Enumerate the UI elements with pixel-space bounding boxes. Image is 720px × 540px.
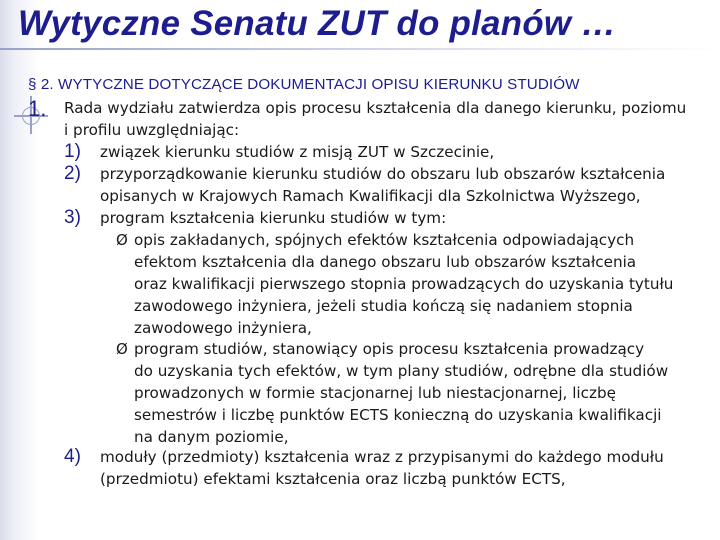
bullet-text-line: efektom kształcenia dla danego obszaru lub obszarów kształcenia [134,253,637,271]
subitem-text-line: program kształcenia kierunku studiów w tym: [100,209,447,227]
subitem-text-line: (przedmiotu) efektami kształcenia oraz liczbą punktów ECTS, [100,470,566,488]
bullet-text-line: zawodowego inżyniera, jeżeli studia kończą się nadaniem stopnia [134,297,633,315]
subitem-number: 1) [64,141,81,162]
subitem-number: 3) [64,207,81,228]
subitem-text-line: związek kierunku studiów z misją ZUT w Szczecinie, [100,143,495,161]
point-text-line: i profilu uwzględniając: [64,121,240,139]
subitem-text-line: moduły (przedmioty) kształcenia wraz z przypisanymi do każdego modułu [100,448,664,466]
subitem-text-line: opisanych w Krajowych Ramach Kwalifikacji dla Szkolnictwa Wyższego, [100,187,641,205]
section-heading: § 2. WYTYCZNE DOTYCZĄCE DOKUMENTACJI OPISU KIERUNKU STUDIÓW [28,76,580,93]
bullet-text-line: oraz kwalifikacji pierwszego stopnia prowadzących do uzyskania tytułu [134,275,674,293]
bullet-text-line: opis zakładanych, spójnych efektów kształcenia odpowiadających [134,231,635,249]
arrow-bullet-icon: Ø [116,231,128,249]
slide-title: Wytyczne Senatu ZUT do planów … [18,4,617,43]
bullet-text-line: prowadzonych w formie stacjonarnej lub niestacjonarnej, liczbę [134,384,616,402]
bullet-text-line: zawodowego inżyniera, [134,319,312,337]
subitem-text-line: przyporządkowanie kierunku studiów do obszaru lub obszarów kształcenia [100,165,666,183]
point-text-line: Rada wydziału zatwierdza opis procesu kształcenia dla danego kierunku, poziomu [64,99,687,117]
point-number: 1. [28,96,47,121]
subitem-number: 2) [64,163,81,184]
subitem-number: 4) [64,446,81,467]
bullet-text-line: na danym poziomie, [134,428,289,446]
bullet-text-line: semestrów i liczbę punktów ECTS konieczną do uzyskania kwalifikacji [134,406,662,424]
bullet-text-line: program studiów, stanowiący opis procesu kształcenia prowadzący [134,340,645,358]
bullet-text-line: do uzyskania tych efektów, w tym plany studiów, odrębne dla studiów [134,362,669,380]
arrow-bullet-icon: Ø [116,340,128,358]
